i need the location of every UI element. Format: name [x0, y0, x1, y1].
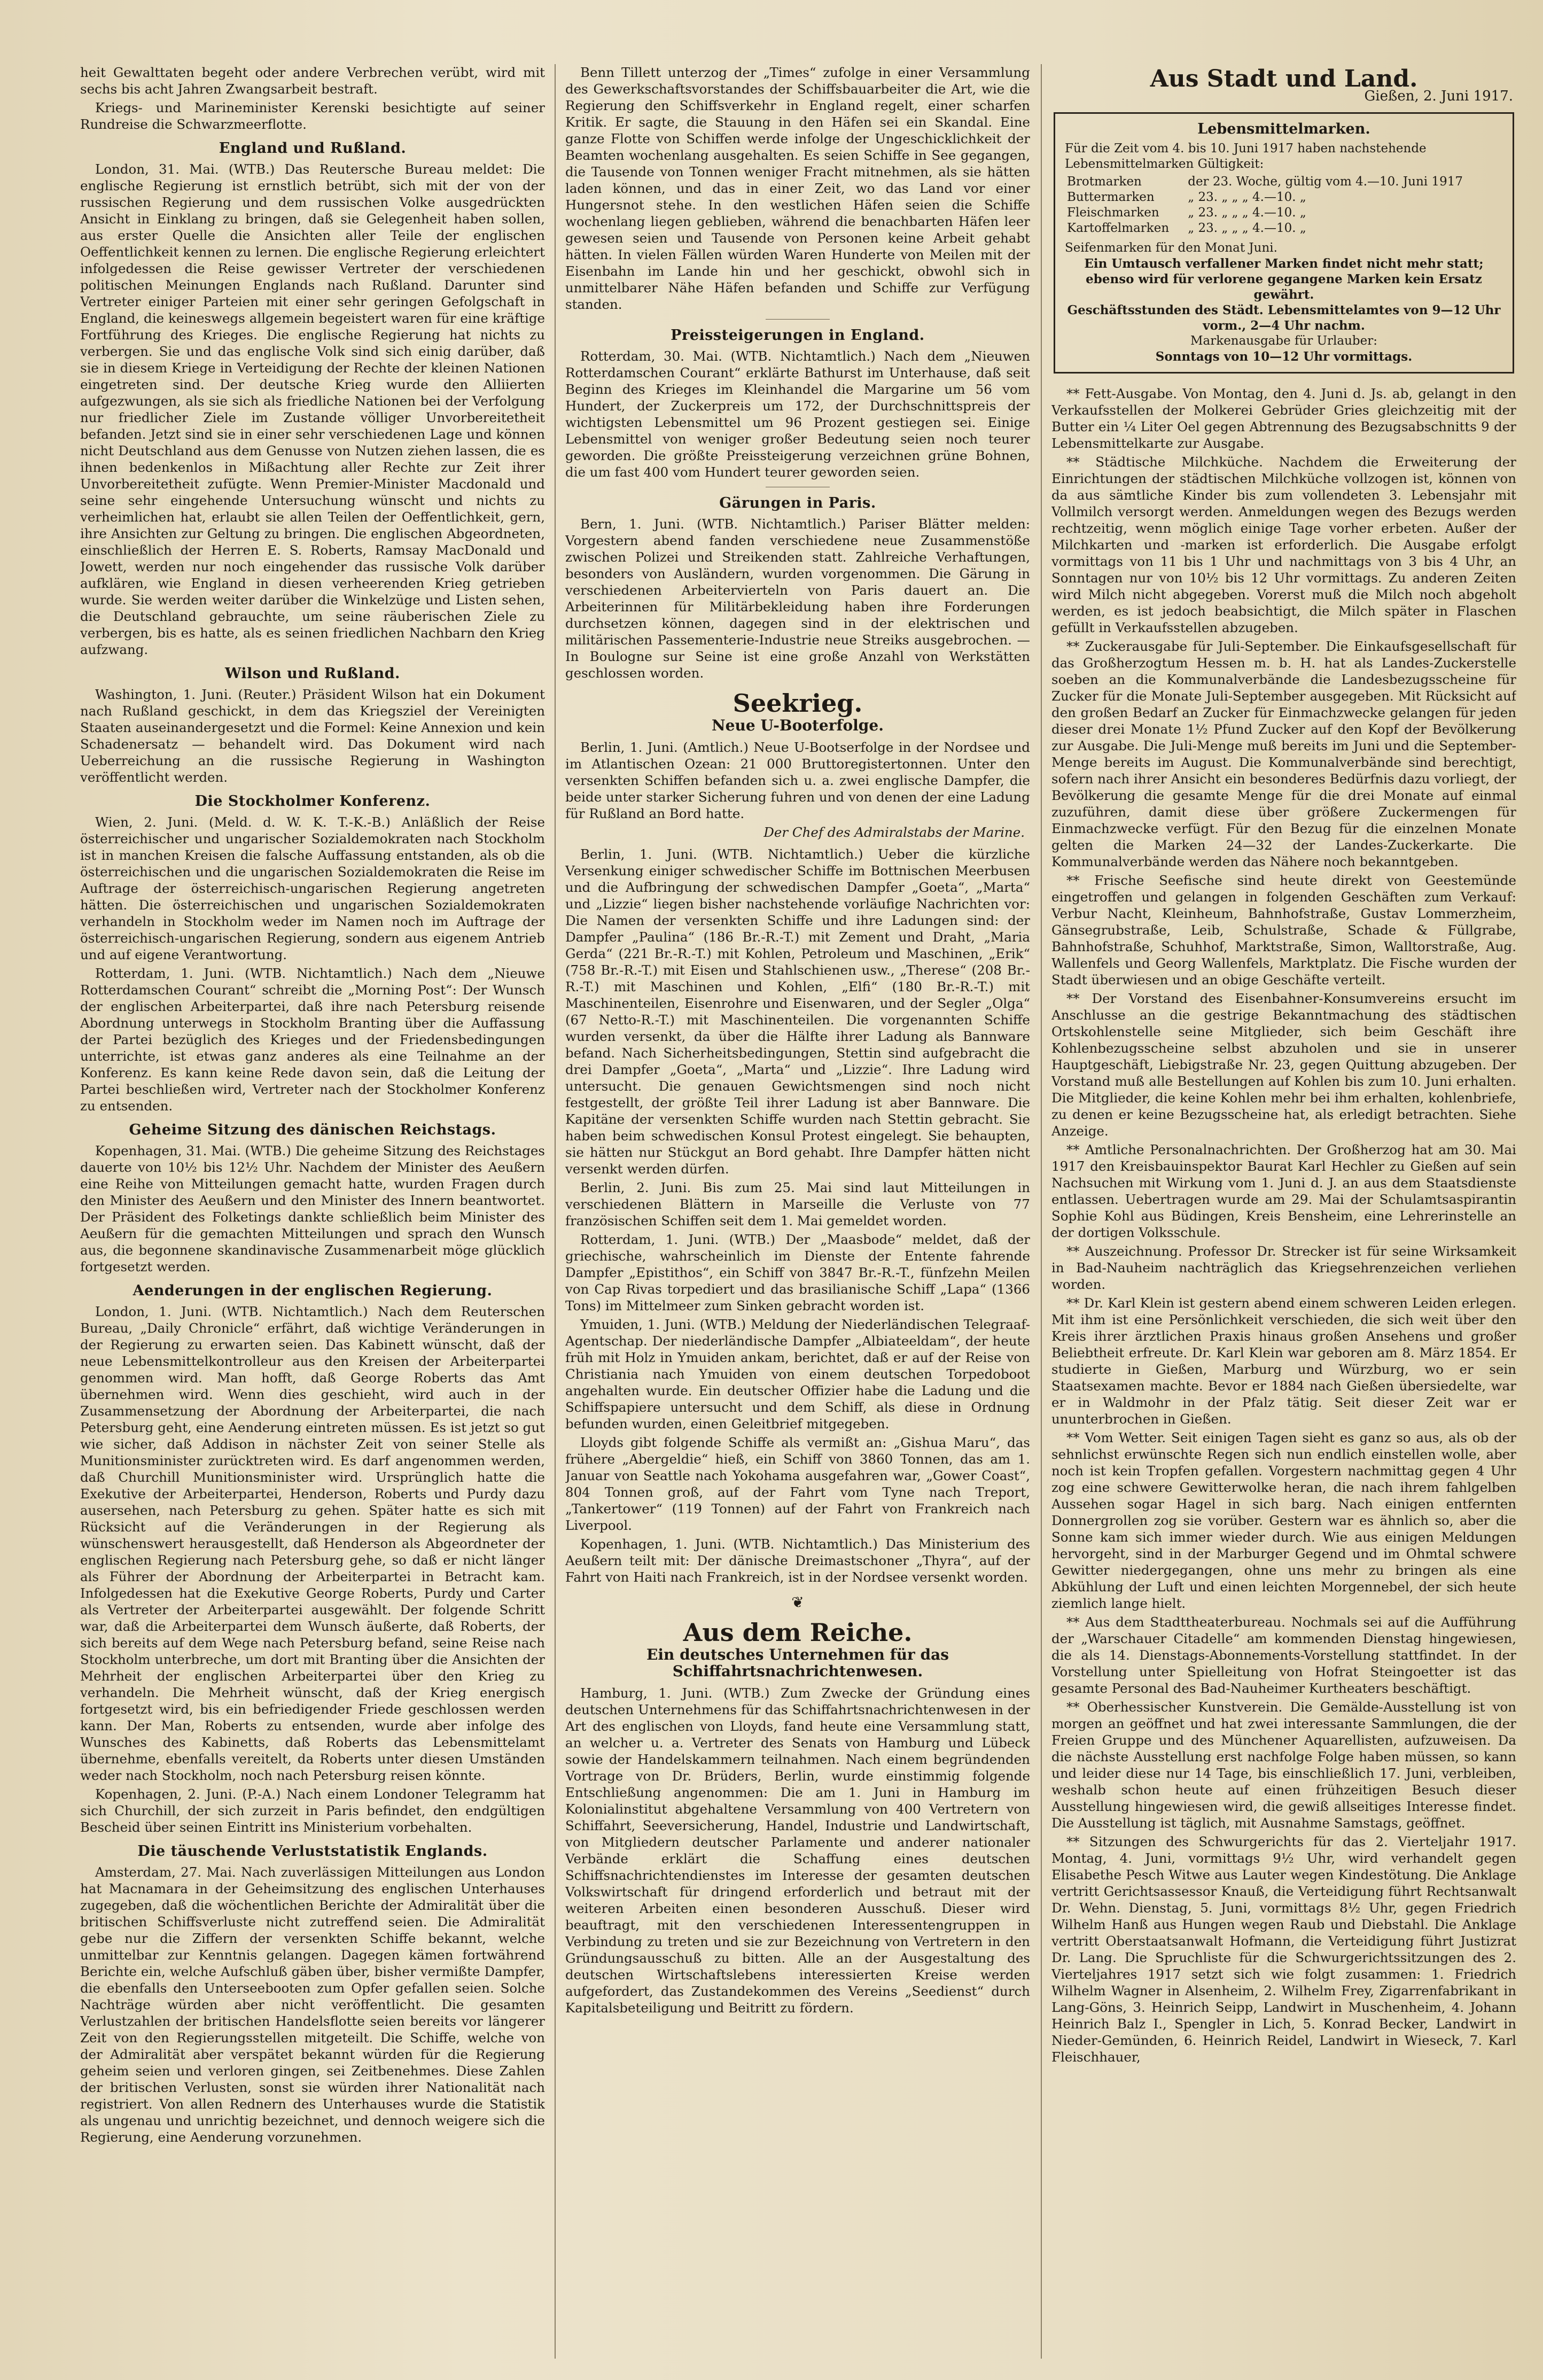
- column-1: [80, 64, 545, 2359]
- notice-title: Lebensmittelmarken.: [1197, 121, 1370, 137]
- table-row: [1065, 221, 1503, 236]
- paragraph: Kopenhagen, 2. Juni. (P.-A.) Nach einem Londoner Telegramm hat sich Churchill, der sich zurzeit in Paris befindet, den endgültigen Bescheid über seinen Eintritt ins Ministerium vorbehalten.: [80, 1786, 545, 1835]
- paragraph: Rotterdam, 1. Juni. (WTB.) Der „Maasbode“ meldet, daß der griechische, wahrscheinlich im Dienste der Entente fahrende Dampfer „Epistithos“, ein Schiff von 3847 Br.-R.-T., fünfzehn Meilen von Cap Rivas torpediert und das brasilianische Schiff „Lapa“ (1366 Tons) im Mittelmeer zum Sinken gebracht worden ist.: [565, 1232, 1030, 1313]
- article-heading: Die täuschende Verluststatistik Englands.: [137, 1843, 488, 1860]
- section-title: Aus dem Reiche.: [683, 1618, 913, 1647]
- paragraph: ** Frische Seefische sind heute direkt von Geestemünde eingetroffen und gelangen in folgenden Geschäften zum Verkauf: Verbur Nacht, Kleinheum, Bahnhofstraße, Gustav Lommerzheim, Gänsegrubstraße, Leib, Schulstraße, Schade & Füllgrabe, Bahnhofstraße, Schuhhof, Marktstraße, Simon, Walltorstraße, Aug. Wallenfels und Georg Wallenfels, Marktplatz. Die Fische wurden der Stadt überwiesen und an obige Geschäfte verteilt.: [1051, 873, 1516, 987]
- paragraph: Washington, 1. Juni. (Reuter.) Präsident Wilson hat ein Dokument nach Rußland geschickt, in dem das Kriegsziel der Vereinigten Staaten auseinandergesetzt und die Formel: Keine Annexion und kein Schadenersatz — behandelt wird. Das Dokument wird nach Ueberreichung an die russische Regierung in Washington veröffentlicht werden.: [80, 687, 545, 785]
- dateline: Gießen, 2. Juni 1917.: [1364, 88, 1513, 104]
- column-rule: [555, 64, 556, 2359]
- notice-line: Markenausgabe für Urlauber:: [1190, 334, 1377, 348]
- article-heading: Gärungen in Paris.: [719, 495, 876, 511]
- article-heading: Preissteigerungen in England.: [671, 327, 925, 344]
- article-heading: Wilson und Rußland.: [225, 665, 400, 682]
- paragraph: ** Städtische Milchküche. Nachdem die Erweiterung der Einrichtungen der städtischen Milchküche vollzogen ist, können von da aus sämtliche Kinder bis zum vollendeten 3. Lebensjahr mit Vollmilch versorgt werden. Anmeldungen wegen des Bezugs werden rechtzeitig, wenn möglich einige Tage vorher erbeten. Außer der Milchkarten und -marken ist erforderlich. Die Ausgabe erfolgt vormittags von 11 bis 1 Uhr und nachmittags von 3 bis 4 Uhr, an Sonntagen nur von 10½ bis 12 Uhr vormittags. Zu anderen Zeiten wird Milch nicht abgegeben. Vorerst muß die Milch noch abgeholt werden, es ist jedoch beabsichtigt, die Milch später in Flaschen gefüllt in Verkaufsstellen abzugeben.: [1051, 454, 1516, 635]
- paragraph: ** Fett-Ausgabe. Von Montag, den 4. Juni d. Js. ab, gelangt in den Verkaufsstellen der Molkerei Gebrüder Gries gleichzeitig mit der Butter ein ¼ Liter Oel gegen Abtrennung des Bezugsabschnitts 9 der Lebensmittelkarte zur Ausgabe.: [1051, 386, 1516, 451]
- paragraph: Berlin, 2. Juni. Bis zum 25. Mai sind laut Mitteilungen in verschiedenen Blättern in Marseille die Verluste von 77 französischen Schiffen seit dem 1. Mai gemeldet worden.: [565, 1180, 1030, 1228]
- article-heading: Aenderungen in der englischen Regierung.: [133, 1282, 493, 1299]
- paragraph: Berlin, 1. Juni. (Amtlich.) Neue U-Bootserfolge in der Nordsee und im Atlantischen Ozean: 21 000 Bruttoregistertonnen. Unter den versenkten Schiffen befanden sich u. a. zwei englische Dampfer, die beide unter starker Sicherung fuhren und von denen der eine Ladung für Rußland an Bord hatte.: [565, 740, 1030, 821]
- ration-table: [1065, 174, 1503, 236]
- paragraph: Ymuiden, 1. Juni. (WTB.) Meldung der Niederländischen Telegraaf-Agentschap. Der niederländische Dampfer „Albiateeldam“, der heute früh mit Holz in Ymuiden ankam, berichtet, daß er auf der Reise von Christiania nach Ymuiden von einem deutschen Torpedoboot angehalten wurde. Ein deutscher Offizier habe die Ladung und die Schiffspapiere untersucht und dem Schiff, als diese in Ordnung befunden wurden, einen Geleitbrief mitgegeben.: [565, 1317, 1030, 1432]
- paragraph: Lloyds gibt folgende Schiffe als vermißt an: „Gishua Maru“, das frühere „Abergeldie“ hieß, ein Schiff von 3860 Tonnen, das am 1. Januar von Seattle nach Yokohama ausgefahren war, „Gower Coast“, 804 Tonnen groß, auf der Fahrt vom Tyne nach Treport, „Tankertower“ (119 Tonnen) auf der Fahrt von Frankreich nach Liverpool.: [565, 1435, 1030, 1533]
- notice-line: Ein Umtausch verfallener Marken findet nicht mehr statt; ebenso wird für verlorene gegangene Marken kein Ersatz gewährt.: [1084, 256, 1484, 302]
- paragraph: London, 1. Juni. (WTB. Nichtamtlich.) Nach dem Reuterschen Bureau, „Daily Chronicle“ erfährt, daß wichtige Veränderungen in der Regierung zu erwarten seien. Das Kabinett wünscht, daß der neue Lebensmittelkontrolleur aus den Kreisen der Arbeiterpartei genommen wird. Man hofft, daß George Roberts das Amt übernehmen wird. Wenn dies geschieht, wird auch in der Zusammensetzung der Abordnung der Arbeiterpartei, die nach Petersburg geht, eine Aenderung eintreten müssen. Es ist jetzt so gut wie sicher, daß Addison in nächster Zeit von seiner Stelle als Munitionsminister zurücktreten wird. Es darf angenommen werden, daß Churchill Munitionsminister wird. Ursprünglich hatte die Exekutive der Arbeiterpartei, Henderson, Roberts und Purdy dazu ausersehen, nach Petersburg zu gehen. Später hatte es sich mit Rücksicht auf die Veränderungen in der Regierung als wünschenswert herausgestellt, daß Henderson als Abgeordneter der englischen Regierung nach Petersburg gehe, so daß er nicht länger als Führer der Abordnung der Arbeiterpartei in Betracht kam. Infolgedessen hat die Exekutive George Roberts, Purdy und Carter als Vertreter der Arbeiterpartei ausgewählt. Der folgende Schritt war, daß die Arbeiterpartei dem Wunsch äußerte, daß Roberts, der sich bereits auf dem Wege nach Petersburg befand, seine Reise nach Stockholm unterbreche, um dort mit Branting über die Ansichten der Mehrheit der englischen Arbeiterpartei über den Krieg zu verhandeln. Die Mehrheit wünscht, daß der Krieg energisch fortgesetzt wird, bis ein befriedigender Friede geschlossen werden kann. Der Man, Roberts zu entsenden, wurde aber infolge des Wunsches des Kabinetts, daß Roberts das Lebensmittelamt übernehme, ebenfalls vereitelt, da Roberts unter diesen Umständen weder nach Stockholm, noch nach Petersburg reisen könnte.: [80, 1304, 545, 1783]
- paragraph: ** Vom Wetter. Seit einigen Tagen sieht es ganz so aus, als ob der sehnlichst erwünschte Regen sich nun endlich einstellen wolle, aber noch ist kein Tropfen gefallen. Vorgestern nachmittag gegen 4 Uhr zog eine schwere Gewitterwolke heran, die nach ihrem fahlgelben Aussehen sogar Hagel in sich barg. Nach einigen entfernten Donnergrollen zog sie vorüber. Gestern war es ähnlich so, aber die Sonne kam sich immer wieder durch. Wie aus einigen Meldungen hervorgeht, sind in der Marburger Gegend und im Ohmtal schwere Gewitter niedergegangen, ohne uns mehr zu bringen als eine Abkühlung der Luft und einen leichten Morgennebel, der sich heute ziemlich lange hielt.: [1051, 1430, 1516, 1611]
- table-cell: der 23. Woche, gültig vom 4.—10. Juni 1917: [1188, 175, 1463, 189]
- paragraph: ** Zuckerausgabe für Juli-September. Die Einkaufsgesellschaft für das Großherzogtum Hessen m. b. H. hat als Landes-Zuckerstelle soeben an die Kommunalverbände die Landesbezugsscheine für Zucker für die Monate Juli-September ausgegeben. Mit Rücksicht auf den großen Bedarf an Zucker für Einmachzwecke gelangen für jeden dieser drei Monate 1½ Pfund Zucker auf den Kopf der Bevölkerung zur Ausgabe. Die Juli-Menge muß bereits im Juni und die September-Menge bereits im August. Die Kommunalverbände sind berechtigt, sofern nach ihrer Ansicht ein besonderes Bedürfnis dazu vorliegt, der Bevölkerung die gesamte Menge für die drei Monate auf einmal zuzuführen, damit diese über größere Zuckermengen für Einmachzwecke verfügt. Für den Bezug für die einzelnen Monate gelten die Marken 24—32 der Landes-Zuckerkarte. Die Kommunalverbände werden das Nähere noch bekanntgeben.: [1051, 639, 1516, 869]
- notice-line: Geschäftsstunden des Städt. Lebensmittelamtes von 9—12 Uhr vorm., 2—4 Uhr nachm.: [1067, 303, 1501, 333]
- ornament-icon: ❦: [791, 1593, 804, 1611]
- paragraph: Hamburg, 1. Juni. (WTB.) Zum Zwecke der Gründung eines deutschen Unternehmens für das Schiffahrtsnachrichtenwesen in der Art des englischen von Lloyds, fand heute eine Versammlung statt, an welcher u. a. Vertreter des Senats von Hamburg und Lübeck sowie der Handelskammern teilnahmen. Nach einem begründenden Vortrage von Dr. Brüders, Berlin, wurde einstimmig folgende Entschließung angenommen: Die am 1. Juni in Hamburg im Kolonialinstitut abgehaltene Versammlung von 400 Vertretern von Schiffahrt, Seeversicherung, Handel, Industrie und Landwirtschaft, von Mitgliedern deutscher Parlamente und anderer nationaler Verbände erklärt die Schaffung eines deutschen Schiffsnachrichtendienstes im Interesse der gesamten deutschen Volkswirtschaft für dringend erforderlich und betraut mit der weiteren Arbeiten einen besonderen Ausschuß. Dieser wird beauftragt, mit den verschiedenen Interessentengruppen in Verbindung zu treten und sie zur Bezeichnung von Vertretern in den Gründungsausschuß zu bitten. Alle an der Ausgestaltung des deutschen Wirtschaftslebens interessierten Kreise werden aufgefordert, das Zustandekommen des Vereins „Seedienst“ durch Kapitalsbeteiligung und Beitritt zu fördern.: [565, 1685, 1030, 2016]
- paragraph: Kopenhagen, 1. Juni. (WTB. Nichtamtlich.) Das Ministerium des Aeußern teilt mit: Der dänische Dreimastschoner „Thyra“, auf der Fahrt von Haiti nach Frankreich, ist in der Nordsee versenkt worden.: [565, 1536, 1030, 1585]
- table-cell: Kartoffelmarken: [1067, 221, 1170, 235]
- table-cell: „ 23. „ „ „ 4.—10. „: [1188, 190, 1306, 204]
- paragraph: ** Dr. Karl Klein ist gestern abend einem schweren Leiden erlegen. Mit ihm ist eine Persönlichkeit verschieden, die sich weit über den Kreis ihrer ärztlichen Praxis hinaus großen Ansehens und großer Beliebtheit erfreute. Dr. Karl Klein war geboren am 8. März 1854. Er studierte in Gießen, Marburg und Würzburg, wo er sein Staatsexamen machte. Bevor er 1884 nach Gießen übersiedelte, war er in Waldmohr in der Pfalz tätig. Seit dieser Zeit war er ununterbrochen in Gießen.: [1051, 1295, 1516, 1427]
- paragraph: ** Aus dem Stadttheaterbureau. Nochmals sei auf die Aufführung der „Warschauer Citadelle“ am kommenden Dienstag hingewiesen, die als 14. Dienstags-Abonnements-Vorstellung stattfindet. In der Vorstellung unter Spielleitung von Hofrat Steingoetter ist das gesamte Personal des Bad-Nauheimer Kurtheaters beschäftigt.: [1051, 1614, 1516, 1696]
- table-cell: Buttermarken: [1067, 190, 1155, 204]
- article-heading: England und Rußland.: [219, 140, 407, 157]
- paragraph: Rotterdam, 1. Juni. (WTB. Nichtamtlich.) Nach dem „Nieuwe Rotterdamschen Courant“ schreibt die „Morning Post“: Der Wunsch der englischen Arbeiterpartei, daß ihre nach Petersburg reisende Abordnung unterwegs in Stockholm Branting über die Auffassung der Partei bezüglich des Krieges und der Friedensbedingungen unterrichte, ist etwas ganz anderes als eine Teilnahme an der Konferenz. Es kann keine Rede davon sein, daß die Leitung der Partei beschließen wird, Vertreter nach der Stockholmer Konferenz zu entsenden.: [80, 966, 545, 1114]
- paragraph: Wien, 2. Juni. (Meld. d. W. K. T.-K.-B.) Anläßlich der Reise österreichischer und ungarischer Sozialdemokraten nach Stockholm ist in manchen Kreisen die falsche Auffassung entstanden, als ob die österreichischen und die ungarischen Sozialdemokraten die Reise im Auftrage der österreichisch-ungarischen Regierung angetreten hätten. Die österreichischen und ungarischen Sozialdemokraten verhandeln in Stockholm weder im Namen noch im Auftrage der österreichisch-ungarischen Regierung, sondern aus eigenem Antrieb und auf eigene Verantwortung.: [80, 814, 545, 962]
- column-3: [1051, 64, 1516, 2359]
- paragraph: Kopenhagen, 31. Mai. (WTB.) Die geheime Sitzung des Reichstages dauerte von 10½ bis 12½ Uhr. Nachdem der Minister des Aeußern eine Reihe von Mitteilungen gemacht hatte, wurden Fragen durch den Minister des Aeußern und den Minister des Innern beantwortet. Der Präsident des Folketings dankte schließlich beim Minister des Aeußern für die gemachten Mitteilungen und sprach den Wunsch aus, die begonnene skandinavische Zusammenarbeit möge glücklich fortgesetzt werden.: [80, 1143, 545, 1274]
- article-heading: Die Stockholmer Konferenz.: [194, 793, 431, 810]
- column-rule: [1041, 64, 1042, 2359]
- notice-line: Seifenmarken für den Monat Juni.: [1065, 241, 1277, 255]
- signature-line: Der Chef des Admiralstabs der Marine.: [763, 825, 1025, 840]
- paragraph: Berlin, 1. Juni. (WTB. Nichtamtlich.) Ueber die kürzliche Versenkung einiger schwedischer Schiffe im Bottnischen Meerbusen und die Aufbringung der schwedischen Dampfer „Goeta“, „Marta“ und „Lizzie“ liegen bisher nachstehende vorläufige Nachrichten vor: Die Namen der versenkten Schiffe und ihre Ladungen sind: der Dampfer „Paulina“ (186 Br.-R.-T.) mit Zement und Draht, „Maria Gerda“ (221 Br.-R.-T.) mit Kohlen, Petroleum und Maschinen, „Erik“ (758 Br.-R.-T.) mit Eisen und Stahlschienen usw., „Therese“ (208 Br.-R.-T.) mit Maschinen und Kohlen, „Elfi“ (180 Br.-R.-T.) mit Maschinenteilen, Eisenrohre und Eisenwaren, und der Segler „Olga“ (67 Netto-R.-T.) mit Maschinenteilen. Die vorgenannten Schiffe wurden versenkt, da über die Hälfte ihrer Ladung als Bannware befand. Nach Sicherheitsbedingungen, Stettin sind aufgebracht die drei Dampfer „Goeta“, „Marta“ und „Lizzie“. Ihre Ladung wird untersucht. Die genauen Gewichtsmengen sind noch nicht festgestellt, der größte Teil ihrer Ladung ist aber Bannware. Die Kapitäne der versenkten Schiffe wurden nach Stettin gebracht. Sie haben beim schwedischen Konsul Protest eingelegt. Sie behaupten, sie hätten nur Stückgut an Bord gehabt. Ihre Dampfer hätten nicht versenkt werden dürfen.: [565, 846, 1030, 1177]
- article-heading: Geheime Sitzung des dänischen Reichstags.: [129, 1122, 496, 1138]
- paragraph: ** Amtliche Personalnachrichten. Der Großherzog hat am 30. Mai 1917 den Kreisbauinspektor Baurat Karl Hechler zu Gießen auf sein Nachsuchen mit Wirkung vom 1. Juni d. J. an aus dem Staatsdienste entlassen. Uebertragen wurde am 29. Mai der Schulamtsaspirantin Sophie Kohl aus Büdingen, Kreis Bensheim, eine Lehrerinstelle an der dortigen Volksschule.: [1051, 1142, 1516, 1240]
- column-2: [565, 64, 1030, 2359]
- table-row: [1065, 190, 1503, 205]
- paragraph: Amsterdam, 27. Mai. Nach zuverlässigen Mitteilungen aus London hat Macnamara in der Geheimsitzung des englischen Unterhauses zugegeben, daß die wöchentlichen Berichte der Admiralität über die britischen Schiffsverluste nicht zutreffend seien. Die Admiralität gebe nur die Ziffern der versenkten Schiffe bekannt, welche unmittelbar zur Kenntnis gelangen. Dagegen kämen fortwährend Berichte ein, welche Aufschluß gäben über, bisher vermißte Dampfer, die ebenfalls den Unterseebooten zum Opfer gefallen seien. Solche Nachträge würden aber nicht veröffentlicht. Die gesamten Verlustzahlen der britischen Handelsflotte seien bereits vor längerer Zeit von den Regierungsstellen mitgeteilt. Die Schiffe, welche von der Admiralität aber verspätet bekannt würden für die Regierung geheim seien und verloren gingen, sei Zeitbenehmes. Diese Zahlen der britischen Verlusten, sonst sie würden ihrer Nationalität nach registriert. Von allen Rednern des Unterhauses wurde die Statistik als ungenau und unrichtig bezeichnet, und dennoch weigere sich die Regierung, eine Aenderung vorzunehmen.: [80, 1864, 545, 2145]
- paragraph: ** Auszeichnung. Professor Dr. Strecker ist für seine Wirksamkeit in Bad-Nauheim nachträglich das Kriegsehrenzeichen verliehen worden.: [1051, 1243, 1516, 1292]
- paragraph: ** Der Vorstand des Eisenbahner-Konsumvereins ersucht im Anschlusse an die gestrige Bekanntmachung des städtischen Ortskohlenstelle seine Mitglieder, sich beim Geschäft ihre Kohlenbezugsscheine selbst abzuholen und sie in unserer Hauptgeschäft, Liebigstraße Nr. 23, gegen Quittung abzugeben. Der Vorstand muß alle Bestellungen auf Kohlen bis zum 10. Juni erhalten. Die Mitglieder, die keine Kohlen mehr bei ihm erhalten, kohlenbriefe, zu denen er keine Bezugsscheine hat, als erledigt betrachten. Siehe Anzeige.: [1051, 991, 1516, 1139]
- table-cell: Fleischmarken: [1067, 206, 1159, 220]
- paragraph: Benn Tillett unterzog der „Times“ zufolge in einer Versammlung des Gewerkschaftsvorstandes der Schiffsbauarbeiter die Art, wie die Regierung den Schiffsverkehr in England regelt, einer scharfen Kritik. Er sagte, die Stauung in den Häfen sei ein Skandal. Eine ganze Flotte von Schiffen werde infolge der Ungeschicklichkeit der Beamten wochenlang ausgehalten. Es seien Schiffe in See gegangen, die Tausende von Tonnen weniger Fracht mitnehmen, als sie hätten laden können, und das in einer Zeit, wo das Land vor einer Hungersnot stehe. In den westlichen Häfen seien die Schiffe wochenlang liegen geblieben, während die benachbarten Häfen leer gewesen seien und Tausende von Personen keine Arbeit gehabt hätten. In vielen Fällen würden Waren Hunderte von Meilen mit der Eisenbahn im Lande hin und her geschickt, obwohl sich in unmittelbarer Nähe Häfen befanden und Schiffe zur Verfügung standen.: [565, 65, 1030, 312]
- notice-line: Sonntags von 10—12 Uhr vormittags.: [1155, 349, 1413, 364]
- notice-intro: Für die Zeit vom 4. bis 10. Juni 1917 haben nachstehende Lebensmittelmarken Gültigkeit:: [1065, 142, 1427, 171]
- paragraph: London, 31. Mai. (WTB.) Das Reutersche Bureau meldet: Die englische Regierung ist ernstlich betrübt, sich mit der von der russischen Regierung und dem russischen Volke ausgedrückten Ansicht in Einklang zu bringen, daß sie Gelegenheit haben sollen, aus erster Quelle die Ansichten aller Teile der englischen Oeffentlichkeit kennen zu lernen. Die englische Regierung erleichtert infolgedessen die Reise gewisser Vertreter der verschiedenen politischen Meinungen Englands nach Rußland. Darunter sind Vertreter einiger Parteien mit einer sehr geringen Gefolgschaft in England, die keineswegs allgemein begeistert waren für eine kräftige Fortführung des Krieges. Die englische Regierung hat nichts zu verbergen. Sie und das englische Volk sind sich einig darüber, daß sie in diesem Kriege in Verteidigung der Rechte der kleinen Nationen eingetreten sind. Der deutsche Krieg wurde den Alliierten aufgezwungen, als sie sich als friedliche Nationen bei der Verfolgung nur friedlicher Ziele im Zustande völliger Unvorbereitetheit befanden. Jetzt sind sie in einer sehr verschiedenen Lage und können nicht Deutschland aus dem Genusse von Nutzen ziehen lassen, die es ihnen bedenkenlos in Mißachtung aller Rechte zur Zeit ihrer Unvorbereitetheit zufügte. Wenn Premier-Minister Macdonald und seine sehr eingehende Untersuchung wünscht und nichts zu verheimlichen hat, erlaubt sie allen Teilen der Oeffentlichkeit, gern, ihre Ansichten zur Geltung zu bringen. Die englischen Abgeordneten, einschließlich der Herren E. S. Roberts, Ramsay MacDonald und Jowett, werden nur noch eingehender das russische Volk darüber aufklären, wie England in diesen verheerenden Krieg getrieben wurde. Sie werden weiter darüber die Winkelzüge und Listen sehen, die Deutschland gebrauchte, um seine räuberischen Ziele zu verbergen, bis es hatte, als es seinen friedlichen Nachbarn den Krieg aufzwang.: [80, 161, 545, 657]
- section-subtitle: Ein deutsches Unternehmen für das Schiffahrtsnachrichtenwesen.: [646, 1646, 949, 1680]
- paragraph: Bern, 1. Juni. (WTB. Nichtamtlich.) Pariser Blätter melden: Vorgestern abend fanden verschiedene neue Zusammenstöße zwischen Polizei und Streikenden statt. Zahlreiche Verhaftungen, besonders von Ausländern, wurden vorgenommen. Die Gärung in verschiedenen Arbeitervierteln von Paris dauert an. Die Arbeiterinnen für Militärbekleidung haben ihre Forderungen durchsetzen können, dagegen sind in der elektrischen und militärischen Passementerie-Industrie neue Streiks ausgebrochen. — In Boulogne sur Seine ist eine große Anzahl von Werkstätten geschlossen worden.: [565, 516, 1030, 681]
- paragraph: Kriegs- und Marineminister Kerenski besichtigte auf seiner Rundreise die Schwarzmeerflotte.: [80, 100, 545, 132]
- table-row: [1065, 205, 1503, 221]
- paragraph: ** Sitzungen des Schwurgerichts für das 2. Vierteljahr 1917. Montag, 4. Juni, vormittags 9½ Uhr, wird verhandelt gegen Elisabethe Pesch Witwe aus Lauter wegen Kindestötung. Die Anklage vertritt Gerichtsassessor Knauß, die Verteidigung führt Rechtsanwalt Dr. Wehn. Dienstag, 5. Juni, vormittags 8½ Uhr, gegen Friedrich Wilhelm Hanß aus Hungen wegen Raub und Diebstahl. Die Anklage vertritt Oberstaatsanwalt Hofmann, die Verteidigung führt Justizrat Dr. Lang. Die Spruchliste für die Schwurgerichtssitzungen des 2. Vierteljahres 1917 setzt sich wie folgt zusammen: 1. Friedrich Wilhelm Wagner in Alsenheim, 2. Wilhelm Frey, Zigarrenfabrikant in Lang-Göns, 3. Heinrich Seipp, Landwirt in Muschenheim, 4. Johann Heinrich Balz I., Spengler in Lich, 5. Konrad Becker, Landwirt in Nieder-Gemünden, 6. Heinrich Reidel, Landwirt in Wieseck, 7. Karl Fleischhauer,: [1051, 1834, 1516, 2065]
- table-cell: „ 23. „ „ „ 4.—10. „: [1188, 206, 1306, 220]
- table-cell: Brotmarken: [1067, 175, 1142, 189]
- paragraph: ** Oberhessischer Kunstverein. Die Gemälde-Ausstellung ist von morgen an geöffnet und hat zwei interessante Sammlungen, die der Freien Gruppe und des Münchener Aquarellisten, aufzuweisen. Da die nächste Ausstellung erst nachfolge Folge haben müssen, so kann und leider diese nur 14 Tage, bis einschließlich 17. Juni, verbleiben, weshalb schon heute auf einen frühzeitigen Besuch dieser Ausstellung hingewiesen wird, die gewiß allseitiges Interesse findet. Die Ausstellung ist täglich, mit Ausnahme Samstags, geöffnet.: [1051, 1699, 1516, 1831]
- section-title: Aus Stadt und Land.: [1150, 65, 1418, 92]
- table-cell: „ 23. „ „ „ 4.—10. „: [1188, 221, 1306, 235]
- paragraph: heit Gewalttaten begeht oder andere Verbrechen verübt, wird mit sechs bis acht Jahren Zwangsarbeit bestraft.: [80, 65, 545, 97]
- paragraph: Rotterdam, 30. Mai. (WTB. Nichtamtlich.) Nach dem „Nieuwen Rotterdamschen Courant“ erklärte Bathurst im Unterhause, daß seit Beginn des Krieges im Kleinhandel die Margarine um 56 vom Hundert, der Zuckerpreis um 172, der Durchschnittspreis der wichtigsten Lebensmittel um 96 Prozent gestiegen sei. Einige Lebensmittel von weniger großer Bedeutung seien noch teurer geworden. Die größte Preissteigerung verzeichnen grüne Bohnen, die um fast 400 vom Hundert teurer geworden seien.: [565, 348, 1030, 480]
- section-title: Seekrieg.: [732, 689, 863, 718]
- section-subtitle: Neue U-Booterfolge.: [712, 717, 884, 734]
- divider: [766, 319, 830, 320]
- table-row: [1065, 174, 1503, 190]
- ration-card-notice: [1054, 112, 1514, 374]
